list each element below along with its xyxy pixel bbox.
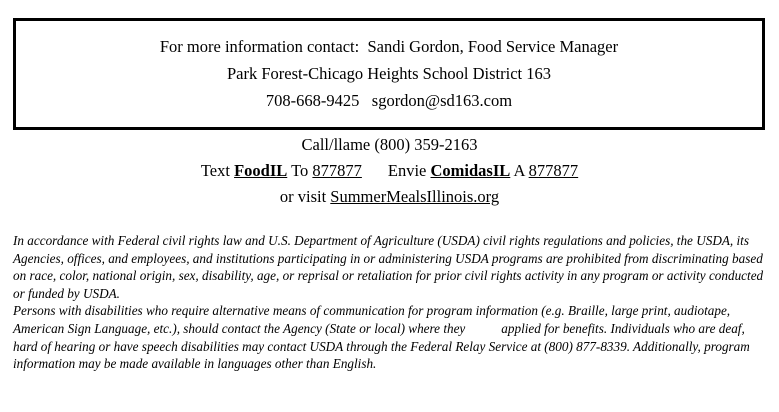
envie-prefix: Envie bbox=[387, 161, 431, 180]
contact-line-manager: For more information contact: Sandi Gordon, Food Service Manager bbox=[159, 37, 619, 56]
text-shortcode: 877877 bbox=[312, 161, 362, 180]
contact-line-phone-email: 708-668-9425 sgordon@sd163.com bbox=[265, 91, 513, 110]
contact-info-box bbox=[13, 18, 765, 130]
visit-prefix: or visit bbox=[279, 187, 331, 206]
usda-paragraph-2-part-1: Persons with disabilities who require alternative means of communication for program information (e.g. Braille, large print, audiotape, American Sign Language, etc.), should contact the Agency (State or local) where they bbox=[13, 303, 731, 336]
contact-line-district: Park Forest-Chicago Heights School District 163 bbox=[226, 64, 551, 83]
text-keyword-comidasil: ComidasIL bbox=[430, 161, 511, 180]
website-link[interactable]: SummerMealsIllinois.org bbox=[330, 187, 500, 206]
text-keyword-foodil: FoodIL bbox=[234, 161, 288, 180]
envie-shortcode: 877877 bbox=[528, 161, 579, 180]
envie-middle-a: A bbox=[510, 161, 529, 180]
usda-paragraph-1: In accordance with Federal civil rights law and U.S. Department of Agriculture (USDA) civil rights regulations and policies, the USDA, its Agencies, offices, and employees, and institutions participating in or administering USDA programs are prohibited from discriminating based on race, color, national origin, sex, disability, age, or reprisal or retaliation for prior civil rights activity in any program or activity conducted or funded by USDA. bbox=[13, 233, 764, 301]
text-middle-to: To bbox=[287, 161, 313, 180]
summer-meals-promo bbox=[0, 132, 779, 210]
text-prefix: Text bbox=[200, 161, 235, 180]
call-line: Call/llame (800) 359-2163 bbox=[301, 135, 478, 154]
usda-paragraph-2-part-2: applied for benefits. Individuals who are deaf, hard of hearing or have speech disabilities may contact USDA through the Federal Relay Service at (800) 877-8339. Additionally, program information may be made available in languages other than English. bbox=[13, 320, 750, 372]
usda-paragraph-2 bbox=[13, 302, 769, 372]
text-instructions-line bbox=[0, 158, 779, 184]
usda-nondiscrimination-statement bbox=[13, 232, 769, 373]
visit-website-line bbox=[0, 184, 779, 210]
